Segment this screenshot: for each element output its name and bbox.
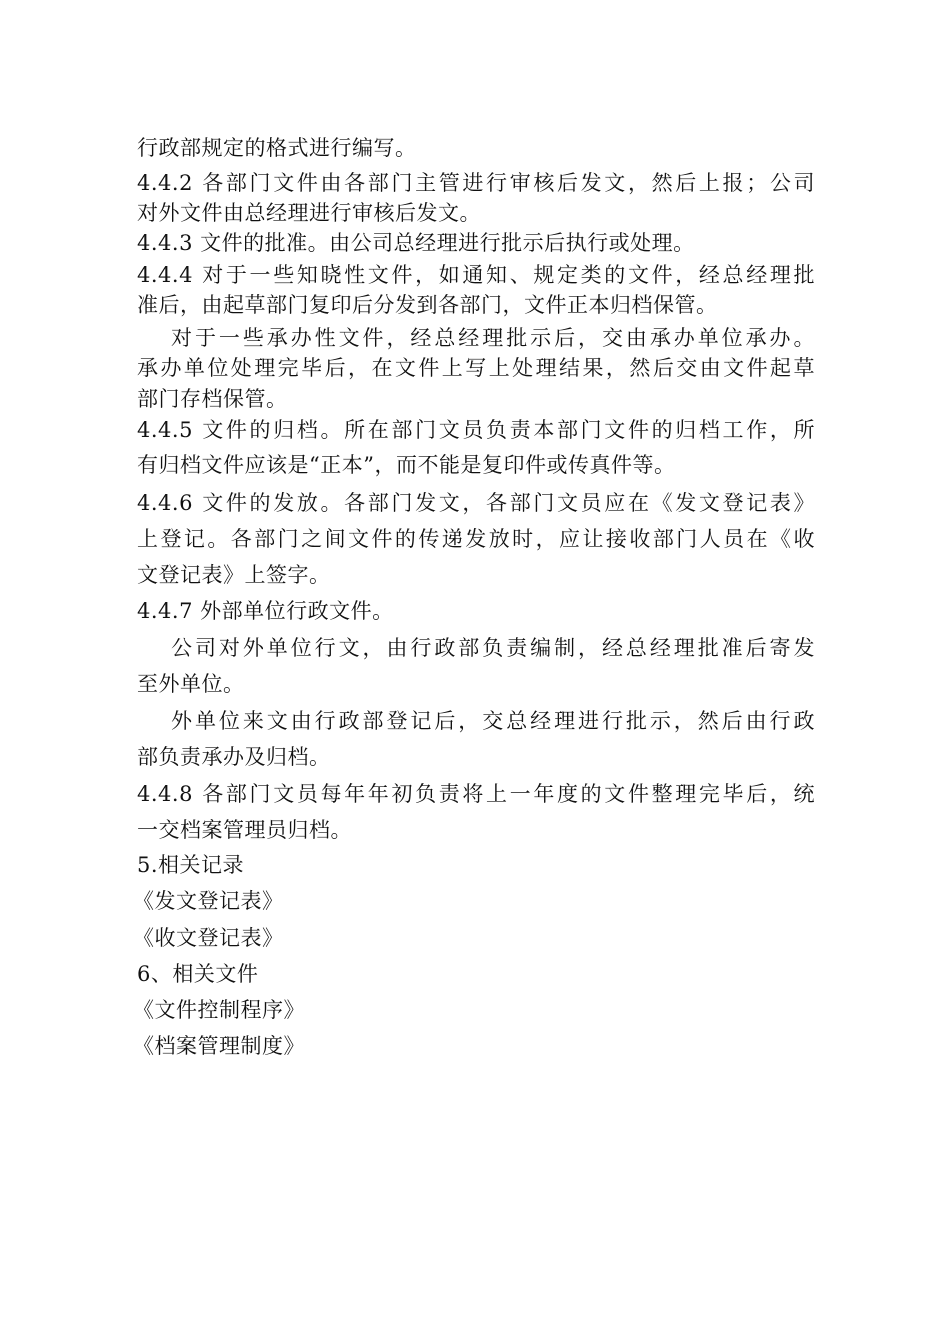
record-item: 《收文登记表》 (133, 926, 284, 950)
text-line: 4.4.2 各部门文件由各部门主管进行审核后发文，然后上报；公司 (137, 171, 815, 195)
text-line: 公司对外单位行文，由行政部负责编制，经总经理批准后寄发 (171, 636, 815, 660)
text-line: 文登记表》上签字。 (137, 563, 331, 587)
text-line: 4.4.8 各部门文员每年年初负责将上一年度的文件整理完毕后，统 (137, 782, 815, 806)
text-line: 行政部规定的格式进行编写。 (137, 136, 417, 160)
related-document-item: 《档案管理制度》 (133, 1034, 305, 1058)
text-line: 外单位来文由行政部登记后，交总经理进行批示，然后由行政 (171, 709, 815, 733)
text-line: 4.4.3 文件的批准。由公司总经理进行批示后执行或处理。 (137, 231, 695, 255)
text-line: 对外文件由总经理进行审核后发文。 (137, 201, 481, 225)
text-line: 承办单位处理完毕后，在文件上写上处理结果，然后交由文件起草 (137, 356, 815, 380)
text-line: 部负责承办及归档。 (137, 745, 331, 769)
text-line: 对于一些承办性文件，经总经理批示后，交由承办单位承办。 (171, 326, 815, 350)
text-line: 4.4.4 对于一些知晓性文件，如通知、规定类的文件，经总经理批 (137, 263, 815, 287)
text-line: 4.4.6 文件的发放。各部门发文，各部门文员应在《发文登记表》 (137, 491, 815, 515)
record-item: 《发文登记表》 (133, 889, 284, 913)
text-line: 有归档文件应该是“正本”，而不能是复印件或传真件等。 (137, 453, 676, 477)
text-line: 上登记。各部门之间文件的传递发放时，应让接收部门人员在《收 (137, 527, 815, 551)
section-heading: 6、相关文件 (137, 962, 259, 986)
related-document-item: 《文件控制程序》 (133, 998, 305, 1022)
section-heading: 5.相关记录 (137, 853, 245, 877)
text-line: 一交档案管理员归档。 (137, 818, 352, 842)
text-line: 部门存档保管。 (137, 387, 288, 411)
text-line: 准后，由起草部门复印后分发到各部门，文件正本归档保管。 (137, 293, 718, 317)
text-line: 4.4.5 文件的归档。所在部门文员负责本部门文件的归档工作，所 (137, 418, 815, 442)
text-line: 至外单位。 (137, 672, 245, 696)
text-line: 4.4.7 外部单位行政文件。 (137, 599, 394, 623)
